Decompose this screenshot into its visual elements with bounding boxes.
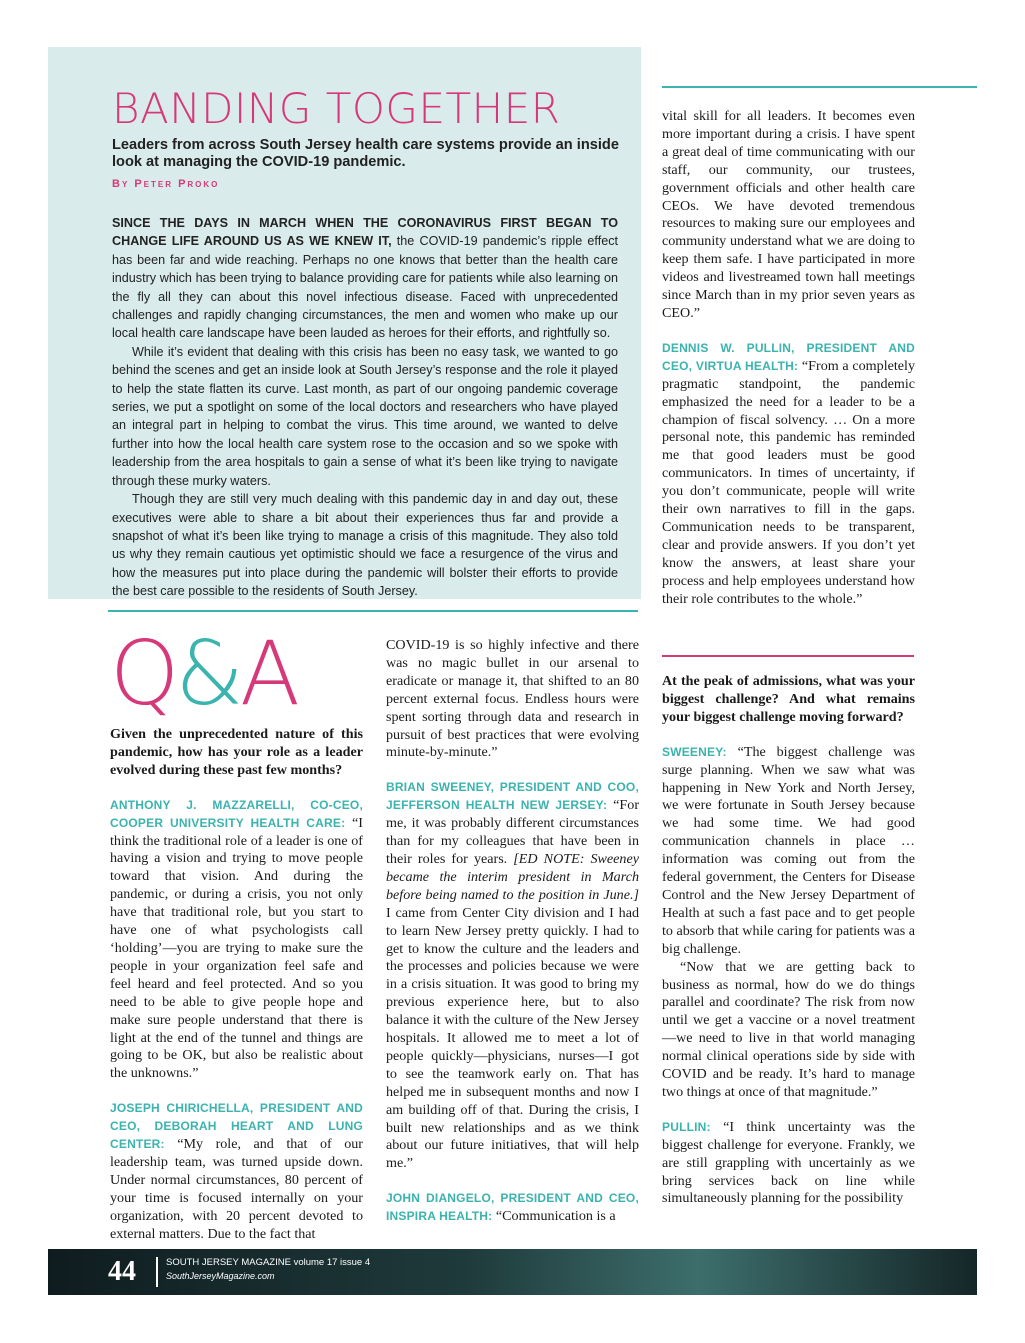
page-number: 44 — [108, 1256, 136, 1287]
column-2 — [386, 637, 639, 1226]
answer-paragraph — [110, 797, 363, 1084]
answer-text: “My role, and that of our leadership team, was turned upside down. Under normal circumstances, 80 percent of your time is focused internally on your organization, with 20 percent devoted to external matters. Due to the fact that — [110, 1136, 363, 1242]
intro-paragraph: Though they are still very much dealing with this pandemic day in and day out, these executives were able to share a bit about their experiences thus far and provide a snapshot of what it’s been like trying to manage a crisis of this magnitude. They also told us why they remain cautious yet optimistic should we face a resurgence of the virus and how the measures put into place during the pandemic will bolster their efforts to provide the best care possible to the residents of South Jersey. — [112, 492, 618, 599]
page-footer — [48, 1249, 977, 1295]
answer-text: “I think the traditional role of a leader is one of having a vision and trying to move people toward that vision. And during the pandemic, or during a crisis, you not only have that traditional role, but you start to have one of what psychologists call ‘holding’—you are trying to make sure the people in your organization feel safe and feel heard and feel protected. And so you need to be able to give people hope and make sure people understand that there is light at the end of the tunnel and things are going to be OK, but also be realistic about the unknowns.” — [110, 814, 363, 1082]
answer-paragraph: vital skill for all leaders. It becomes even more important during a crisis. I have spent a great deal of time communicating with our staff, our community, our trustees, government officials and other health care CEOs. We have devoted tremendous resources to making sure our employees and community understand what we are doing to keep them safe. I have participated in more videos and livestreamed town hall meetings since March than in my prior seven years as CEO.” — [662, 108, 915, 321]
answer-paragraph — [662, 340, 915, 609]
column-3-top — [662, 108, 915, 608]
answer-text: I came from Center City division and I had to learn New Jersey pretty quickly. I had to get to know the culture and the leaders and the processes and policies because we were in a crisis situation. It was good to bring my previous experience here, but to also balance it with the culture of the New Jersey hospitals. It allowed me to meet a lot of people quickly—physicians, nurses—I got to see the teamwork early on. That has helped me in subsequent months and now I am building off of that. During the crisis, I built new relationships and as we think about our future initiatives, that will help me.” — [386, 904, 639, 1172]
article-title: BANDING TOGETHER — [112, 84, 561, 133]
answer-paragraph: COVID-19 is so highly infective and there was no magic bullet in our arsenal to eradicate or manage it, that shifted to an 80 percent external focus. Endless hours were spent sorting through data and research in pursuit of best practices that were evolving minute-by-minute.” — [386, 637, 639, 761]
intro-text — [112, 214, 618, 601]
magazine-url: SouthJerseyMagazine.com — [166, 1271, 275, 1281]
editor-note: [ED NOTE: Sweeney became the interim president in March before being named to the position in June.] — [386, 850, 639, 903]
divider-rule — [662, 86, 977, 88]
speaker-label: PULLIN: — [662, 1119, 711, 1134]
speaker-label: BRIAN SWEENEY, PRESIDENT AND COO, JEFFERSON HEALTH NEW JERSEY: — [386, 780, 639, 813]
divider-rule — [108, 610, 638, 612]
answer-paragraph — [386, 779, 639, 1173]
answer-text: “From a completely pragmatic standpoint, the pandemic emphasized the need for a leader to be a champion of fiscal solvency. … On a more personal note, this pandemic has reminded me that good leaders must be good communicators. In times of uncertainty, if you don’t communicate, people will write their own narratives to fill in the gaps. Communication needs to be transparent, clear and provide answers. If you don’t yet know the answers, at least share your process and help employees understand how their role contributes to the whole.” — [662, 357, 915, 607]
speaker-label: JOHN DIANGELO, PRESIDENT AND CEO, INSPIRA HEALTH: — [386, 1191, 639, 1224]
speaker-label: DENNIS W. PULLIN, PRESIDENT AND CEO, VIRTUA HEALTH: — [662, 340, 915, 373]
qa-logo-q: Q — [110, 622, 176, 725]
divider-rule — [662, 655, 914, 657]
byline: By Peter Proko — [112, 178, 220, 190]
answer-text: “I think uncertainty was the biggest challenge for everyone. Frankly, we are still grappling with uncertainly as we bring services back on line while simultaneously planning for the possibility — [662, 1118, 915, 1207]
intro-paragraph: While it’s evident that dealing with this crisis has been no easy task, we wanted to go behind the scenes and get an inside look at South Jersey’s response and the role it played to help the state flatten its curve. Last month, as part of our ongoing pandemic coverage series, we put a spotlight on some of the local doctors and researchers who have played an integral part in helping to combat the virus. This time around, we wanted to delve further into how the local health care system rose to the occasion and so we spoke with leadership from the area hospitals to gain a sense of what it’s been like trying to navigate through these murky waters. — [112, 344, 618, 488]
question: At the peak of admissions, what was your biggest challenge? And what remains your biggest challenge moving forward? — [662, 673, 915, 725]
speaker-label: ANTHONY J. MAZZARELLI, CO-CEO, COOPER UNIVERSITY HEALTH CARE: — [110, 797, 363, 830]
column-3-bottom — [662, 673, 915, 1208]
qa-logo-a: A — [239, 622, 297, 725]
footer-divider — [156, 1257, 158, 1287]
intro-paragraph — [112, 214, 618, 343]
speaker-label: JOSEPH CHIRICHELLA, PRESIDENT AND CEO, DEBORAH HEART AND LUNG CENTER: — [110, 1101, 363, 1152]
answer-paragraph — [386, 1190, 639, 1226]
intro-p1-rest: the COVID-19 pandemic’s ripple effect has been far and wide reaching. Perhaps no one knows that better than the health care industry which has been trying to balance providing care for patients while also learning on the fly all they can about this novel infectious disease. Faced with unprecedented challenges and rapidly changing circumstances, the men and women who make up our local health care landscape have been lauded as heroes for their efforts, and rightfully so. — [112, 234, 619, 341]
answer-paragraph: “Now that we are getting back to business as normal, how do we do things parallel and coordinate? The risk from now until we get a vaccine or a novel treatment—we need to live in that world managing normal clinical operations side by side with COVID and be ready. It’s hard to manage two things at once of that magnitude.” — [662, 958, 915, 1100]
answer-text: “Communication is a — [492, 1208, 616, 1225]
speaker-label: SWEENEY: — [662, 744, 727, 759]
column-1 — [110, 726, 363, 1243]
article-subtitle: Leaders from across South Jersey health care systems provide an inside look at managing the COVID-19 pandemic. — [112, 137, 619, 170]
answer-paragraph — [110, 1100, 363, 1243]
magazine-issue: SOUTH JERSEY MAGAZINE volume 17 issue 4 — [166, 1257, 371, 1268]
question: Given the unprecedented nature of this pandemic, how has your role as a leader evolved during these past few months? — [110, 726, 363, 778]
qa-logo — [110, 622, 297, 725]
answer-text: “For me, it was probably different circumstances than for my colleagues that have been in their roles for years. — [386, 797, 640, 867]
answer-text: “The biggest challenge was surge planning. When we saw what was happening in New York and North Jersey, we were fortunate in South Jersey because we had some time. We had good communication channels in place … information was coming out from the federal government, the Centers for Disease Control and the New Jersey Department of Health at such a fast pace and to get people to absorb that while caring for patients was a big challenge. — [662, 743, 915, 957]
qa-logo-amp: & — [175, 622, 240, 725]
intro-lead: SINCE THE DAYS IN MARCH WHEN THE CORONAVIRUS FIRST BEGAN TO CHANGE LIFE AROUND US AS WE KNEW IT, — [112, 216, 618, 249]
answer-paragraph — [662, 744, 915, 959]
answer-paragraph — [662, 1119, 915, 1209]
